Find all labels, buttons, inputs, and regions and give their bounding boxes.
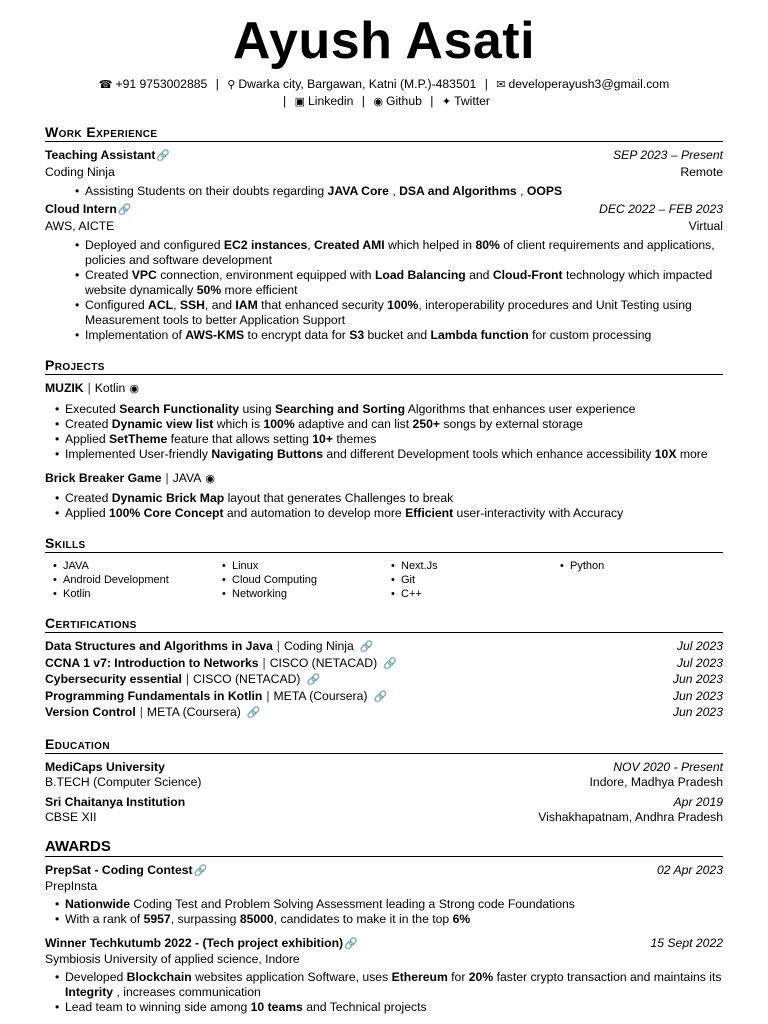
bold-text: 85000 (239, 911, 274, 926)
skill-item: • Python (560, 559, 729, 573)
text: Implementation of (85, 328, 186, 342)
section-work-experience: Work Experience (45, 124, 723, 142)
link-icon[interactable]: 🔗 (246, 707, 261, 719)
section-awards: AWARDS (45, 838, 723, 857)
text: Created (85, 268, 132, 282)
bullet-item (55, 1000, 723, 1015)
text: , (388, 184, 400, 198)
work-list (45, 148, 723, 343)
text: themes (332, 431, 377, 446)
text: Lead team to winning side among (65, 999, 251, 1014)
cert-row (45, 705, 723, 722)
job-header (45, 148, 723, 165)
skill-item: • JAVA (53, 559, 222, 573)
link-icon[interactable]: 🔗 (344, 937, 358, 950)
bullet-item (75, 184, 723, 199)
edu-location: Vishakhapatnam, Andhra Pradesh (538, 810, 723, 824)
section-education: Education (45, 736, 723, 754)
bold-text: AWS-KMS (185, 328, 245, 342)
edu-school: Sri Chaitanya Institution (45, 794, 186, 809)
job-org: AWS, AICTE (45, 218, 115, 233)
text: faster crypto transaction and maintains its (493, 969, 722, 984)
project-header (45, 381, 723, 398)
edu-school: MediCaps University (45, 759, 165, 774)
github-icon[interactable]: ◉ (126, 383, 139, 395)
text: Created (65, 416, 112, 431)
cert-row (45, 656, 723, 673)
bold-text: 250+ (412, 416, 440, 431)
cert-issuer: Coding Ninja (283, 639, 354, 653)
skill-item: • C++ (391, 587, 560, 601)
twitter-link[interactable]: Twitter (454, 94, 490, 108)
text: more (676, 446, 708, 461)
text: using (239, 401, 275, 416)
contact-phone: +91 9753002885 (115, 77, 208, 91)
bullet-list (45, 184, 723, 199)
project-title-line (45, 381, 139, 398)
text: , candidates to make it in the top (273, 911, 453, 926)
location-icon: ⚲ (227, 79, 236, 91)
edu-subheader (45, 810, 723, 826)
award-header (45, 936, 723, 953)
education-list (45, 760, 723, 826)
skill-item: • Android Development (53, 573, 222, 587)
text: , (173, 298, 180, 312)
bullet-item (55, 897, 723, 912)
text: Algorithms that enhances user experience (405, 401, 636, 416)
text: layout that generates Challenges to break (224, 491, 454, 505)
text: , surpassing (170, 911, 240, 926)
link-icon[interactable]: 🔗 (359, 641, 374, 653)
cert-name: Data Structures and Algorithms in Java (45, 639, 273, 653)
pipe: | (87, 381, 91, 395)
bullet-item (55, 912, 723, 927)
bold-text: 5957 (143, 911, 171, 926)
text: , interoperability procedures and Unit Testing using Measurement tools to better Application Support (85, 298, 692, 327)
edu-degree: B.TECH (Computer Science) (45, 775, 202, 789)
bold-text: Blockchain (126, 969, 192, 984)
section-projects: Projects (45, 357, 723, 375)
text: , (516, 184, 527, 198)
edu-degree: CBSE XII (45, 810, 97, 824)
bullet-item (55, 417, 723, 432)
bold-text: 6% (452, 911, 471, 926)
link-icon[interactable]: 🔗 (373, 690, 388, 703)
resume (45, 0, 723, 1018)
cert-date: Jun 2023 (672, 672, 723, 686)
text: , increases communication (113, 984, 261, 999)
cert-row (45, 689, 723, 706)
contact-email[interactable]: developerayush3@gmail.com (508, 77, 670, 91)
link-icon[interactable]: 🔗 (193, 864, 208, 877)
cert-date: Jun 2023 (672, 705, 723, 719)
bold-text: Ethereum (391, 969, 448, 984)
cert-issuer: META (Coursera) (146, 705, 241, 719)
job-date: SEP 2023 – Present (613, 148, 723, 162)
text: Deployed and configured (85, 238, 224, 252)
text: Implemented User-friendly (65, 446, 212, 461)
bullet-list (45, 491, 723, 521)
skill-item: • Networking (222, 587, 391, 601)
text: websites application Software, uses (191, 969, 392, 984)
award-title: Winner Techkutumb 2022 - (Tech project exhibition)🔗 (45, 935, 358, 950)
pipe: | (266, 688, 270, 703)
cert-name: CCNA 1 v7: Introduction to Networks (45, 655, 259, 670)
skill-item: • Linux (222, 559, 391, 573)
job-title: Cloud Intern🔗 (45, 202, 132, 216)
text: Created (65, 491, 112, 505)
bold-text: Searching and Sorting (275, 401, 406, 416)
text: Applied (65, 506, 110, 520)
text: for (447, 969, 469, 984)
text: connection, environment equipped with (156, 268, 375, 282)
skills-grid (53, 559, 723, 601)
text: Applied (65, 431, 110, 446)
text: of client requirements and applications, policies and software development (85, 238, 715, 267)
text: for custom processing (528, 328, 652, 342)
award-org: Symbiosis University of applied science, Indore (45, 952, 300, 966)
edu-subheader (45, 775, 723, 791)
award-org: PrepInsta (45, 879, 98, 893)
contact-bar: ☎ +91 9753002885 | ⚲ Dwarka city, Bargawan, Katni (M.P.)-483501 | ✉ developerayush3@gmail.com | ▣ Linkedin | ◉ Github | ✦ Twitter (98, 77, 670, 108)
bold-text: 80% (475, 238, 500, 252)
text: Assisting Students on their doubts regarding (85, 184, 328, 198)
linkedin-link[interactable]: Linkedin (308, 94, 354, 108)
award-header (45, 863, 723, 880)
pipe: | (185, 672, 190, 686)
bold-text: Search Functionality (119, 401, 240, 416)
bold-text: SSH (179, 298, 205, 312)
bold-text: Lambda function (430, 328, 529, 342)
bullet-item (55, 970, 723, 1000)
bullet-item (55, 402, 723, 417)
text: songs by external storage (440, 416, 583, 431)
cert-issuer: CISCO (NETACAD) (269, 655, 378, 670)
github-link[interactable]: Github (385, 94, 422, 108)
cert-line (45, 689, 387, 706)
bold-text: JAVA Core (327, 184, 389, 198)
edu-location: Indore, Madhya Pradesh (589, 775, 723, 789)
text: Coding Test and Problem Solving Assessment leading a Strong code Foundations (130, 896, 575, 911)
bullet-item (55, 506, 723, 521)
project-title-line (45, 471, 215, 488)
project-title: MUZIK (45, 381, 84, 395)
job-org: Coding Ninja (45, 164, 115, 179)
edu-date: Apr 2019 (673, 794, 723, 809)
link-icon[interactable]: 🔗 (117, 204, 132, 216)
cert-row (45, 639, 723, 656)
awards-list (45, 863, 723, 1015)
bold-text: 100% (263, 416, 295, 431)
cert-date: Jul 2023 (676, 655, 723, 670)
bold-text: 10 teams (250, 999, 303, 1014)
award-title: PrepSat - Coding Contest🔗 (45, 862, 208, 877)
text: , and (204, 298, 236, 312)
cert-list (45, 639, 723, 722)
text: adaptive and can list (294, 416, 413, 431)
cert-line (45, 672, 320, 689)
bold-text: IAM (235, 298, 258, 312)
cert-name: Cybersecurity essential (45, 672, 182, 686)
bold-text: VPC (131, 268, 157, 282)
text: Developed (65, 969, 127, 984)
bold-text: 10+ (312, 431, 333, 446)
bold-text: SetTheme (109, 431, 168, 446)
email-icon: ✉ (496, 79, 506, 91)
pipe: | (262, 655, 266, 670)
bold-text: 50% (196, 283, 222, 297)
section-certifications: Certifications (45, 615, 723, 633)
bold-text: S3 (349, 328, 365, 342)
cert-issuer: META (Coursera) (273, 688, 368, 703)
link-icon[interactable]: 🔗 (156, 150, 171, 162)
pipe: | (139, 705, 143, 719)
bold-text: 20% (468, 969, 494, 984)
edu-header (45, 795, 723, 811)
job-subheader (45, 219, 723, 235)
bold-text: Integrity (65, 984, 114, 999)
bold-text: 100% (387, 298, 419, 312)
text: technology which impacted website dynamically (85, 268, 713, 297)
cert-date: Jun 2023 (672, 688, 723, 703)
job-title: Teaching Assistant🔗 (45, 148, 171, 162)
bullet-list (45, 970, 723, 1015)
cert-name: Version Control (45, 705, 136, 719)
pipe: | (165, 470, 169, 485)
skill-item: • Cloud Computing (222, 573, 391, 587)
text: , (307, 238, 315, 252)
github-icon: ◉ (373, 96, 383, 108)
skill-item: • Git (391, 573, 560, 587)
section-skills: Skills (45, 535, 723, 553)
text: user-interactivity with Accuracy (453, 506, 624, 520)
cert-line (45, 705, 261, 722)
project-tech: JAVA (172, 470, 202, 485)
text: which is (213, 416, 264, 431)
cert-row (45, 672, 723, 689)
job-location: Remote (680, 164, 723, 179)
bullet-item (55, 491, 723, 506)
text: that enhanced security (257, 298, 388, 312)
link-icon[interactable]: 🔗 (306, 674, 321, 686)
bullet-item (75, 328, 723, 343)
bullet-item (75, 238, 723, 268)
job-subheader (45, 165, 723, 181)
bullet-item (75, 268, 723, 298)
skill-item: • Next.Js (391, 559, 560, 573)
text: which helped in (384, 238, 476, 252)
bold-text: OOPS (526, 184, 563, 198)
text: bucket and (364, 328, 431, 342)
bullet-list (45, 402, 723, 462)
text: and (465, 268, 493, 282)
twitter-icon: ✦ (441, 96, 452, 108)
bold-text: Load Balancing (374, 268, 466, 282)
award-date: 02 Apr 2023 (657, 862, 723, 877)
bold-text: Navigating Buttons (211, 446, 324, 461)
contact-address: Dwarka city, Bargawan, Katni (M.P.)-483501 (238, 77, 477, 91)
text: feature that allows setting (167, 431, 313, 446)
cert-name: Programming Fundamentals in Kotlin (45, 688, 263, 703)
project-title: Brick Breaker Game (45, 470, 162, 485)
bold-text: DSA and Algorithms (399, 184, 517, 198)
text: and automation to develop more (223, 506, 406, 520)
cert-line (45, 656, 397, 673)
bold-text: Cloud-Front (492, 268, 563, 282)
bullet-item (75, 298, 723, 328)
edu-date: NOV 2020 - Present (613, 759, 723, 774)
job-location: Virtual (688, 218, 723, 233)
phone-icon: ☎ (98, 79, 113, 91)
text: Executed (65, 401, 120, 416)
text: Configured (85, 298, 149, 312)
bold-text: Nationwide (65, 896, 131, 911)
bullet-item (55, 447, 723, 462)
project-header (45, 471, 723, 488)
bold-text: EC2 instances (223, 238, 308, 252)
bold-text: Created AMI (314, 238, 385, 252)
project-tech: Kotlin (94, 381, 126, 395)
skill-item: • Kotlin (53, 587, 222, 601)
text: With a rank of (65, 911, 144, 926)
bullet-item (55, 432, 723, 447)
bold-text: ACL (148, 298, 174, 312)
text: and Technical projects (302, 999, 427, 1014)
project-list (45, 381, 723, 521)
job-header (45, 202, 723, 219)
bullet-list (45, 897, 723, 927)
linkedin-icon: ▣ (294, 96, 305, 108)
bold-text: Dynamic view list (111, 416, 214, 431)
edu-header (45, 760, 723, 776)
text: more efficient (221, 283, 298, 297)
pipe: | (276, 639, 280, 653)
bullet-list (45, 238, 723, 343)
text: and different Development tools which enhance accessibility (323, 446, 655, 461)
cert-issuer: CISCO (NETACAD) (193, 672, 301, 686)
cert-date: Jul 2023 (676, 639, 723, 653)
resume-name: Ayush Asati (232, 12, 536, 70)
github-icon[interactable]: ◉ (202, 472, 216, 485)
bold-text: 100% Core Concept (109, 506, 224, 520)
text: to encrypt data for (244, 328, 350, 342)
bold-text: 10X (654, 446, 677, 461)
bold-text: Efficient (405, 506, 454, 520)
job-date: DEC 2022 – FEB 2023 (599, 202, 723, 216)
cert-line (45, 639, 373, 656)
bold-text: Dynamic Brick Map (111, 491, 225, 505)
link-icon[interactable]: 🔗 (383, 657, 397, 670)
award-date: 15 Sept 2022 (650, 935, 723, 950)
